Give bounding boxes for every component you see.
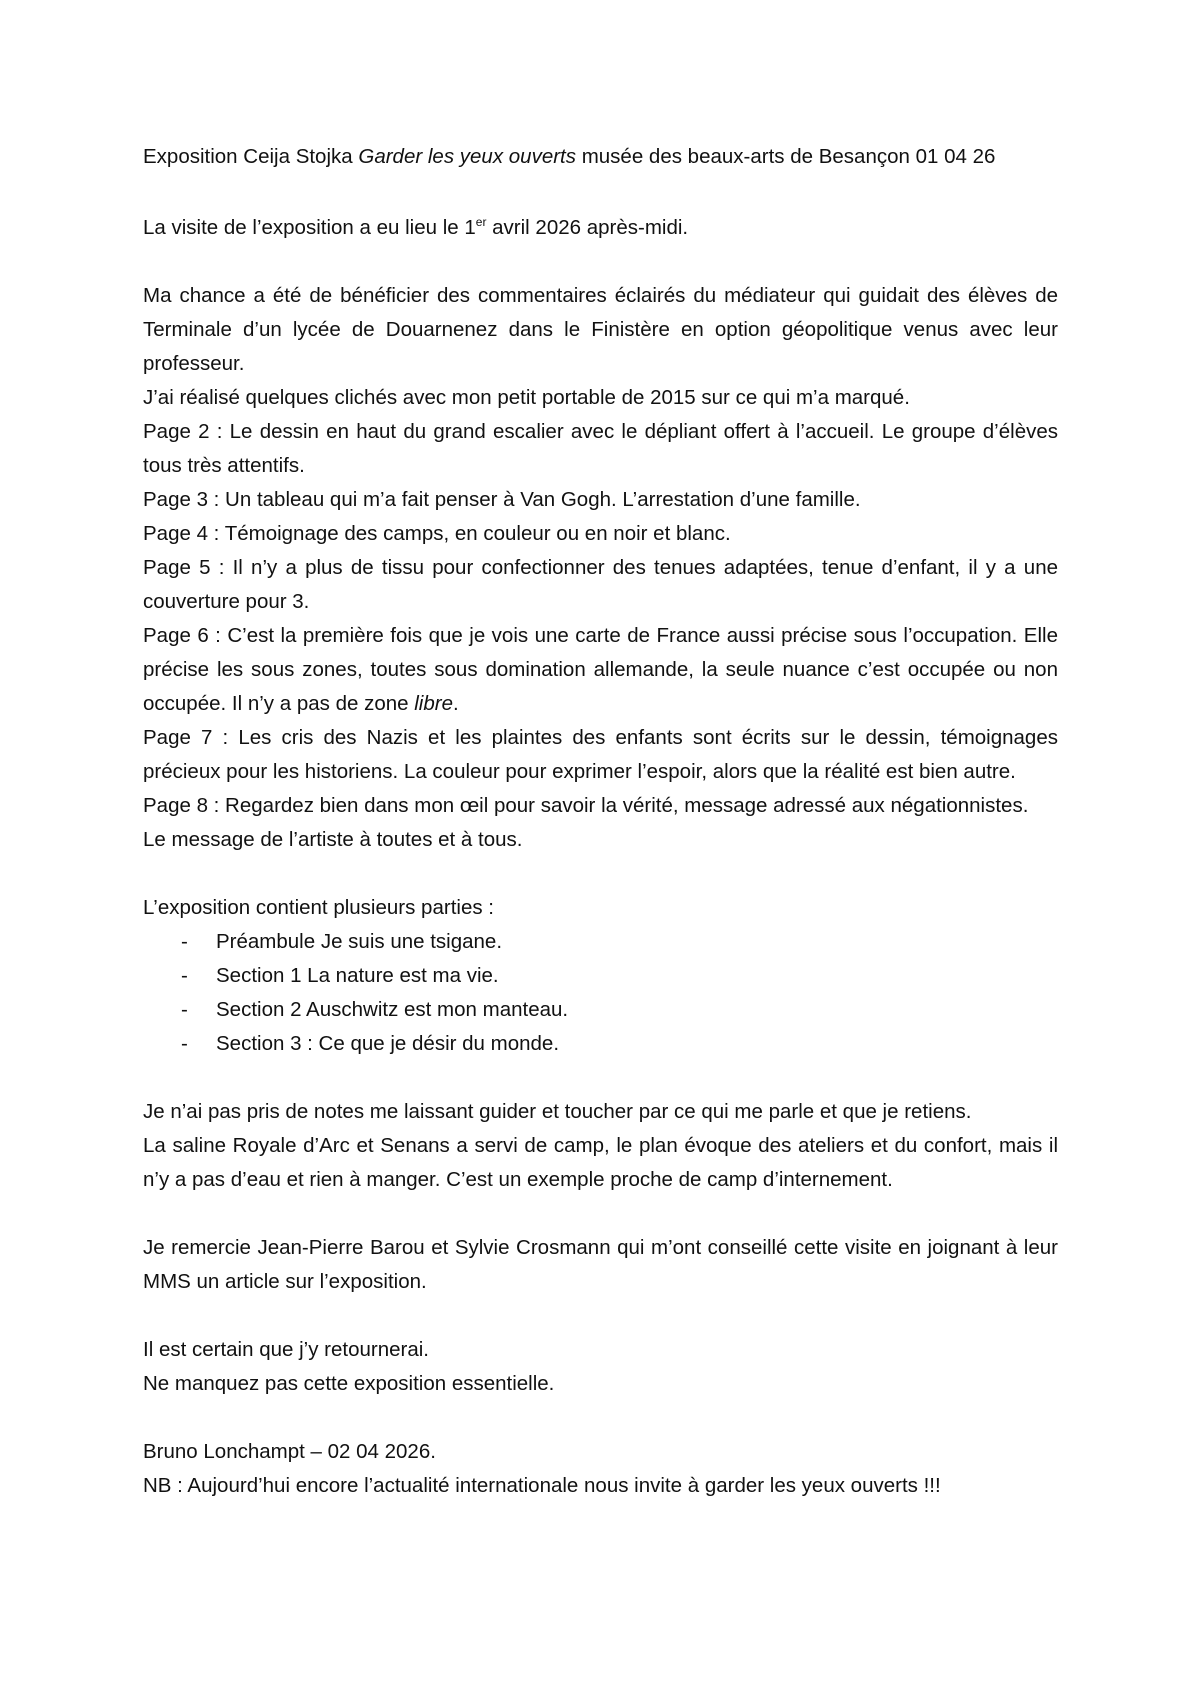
page-note-5: Page 5 : Il n’y a plus de tissu pour confectionner des tenues adaptées, tenue d’enfant, il y a une couverture pour 3. xyxy=(143,556,1058,613)
list-item xyxy=(143,959,1058,993)
nb-line: NB : Aujourd’hui encore l’actualité internationale nous invite à garder les yeux ouverts !!! xyxy=(143,1474,941,1497)
list-dash: - xyxy=(181,998,188,1021)
title-suffix: musée des beaux-arts de Besançon 01 04 26 xyxy=(576,145,996,168)
spacer xyxy=(143,1061,1058,1095)
page-note-2: Page 2 : Le dessin en haut du grand escalier avec le dépliant offert à l’accueil. Le groupe d’élèves tous très attentifs. xyxy=(143,420,1058,477)
list-dash: - xyxy=(181,964,188,987)
list-item xyxy=(143,993,1058,1027)
document-title xyxy=(143,140,1103,174)
page-note-7: Page 7 : Les cris des Nazis et les plaintes des enfants sont écrits sur le dessin, témoignages précieux pour les historiens. La couleur pour exprimer l’espoir, alors que la réalité est bien autre. xyxy=(143,726,1058,783)
spacer xyxy=(143,1197,1058,1231)
parts-list xyxy=(143,925,1058,1061)
page-note-8: Page 8 : Regardez bien dans mon œil pour savoir la vérité, message adressé aux négationnistes. xyxy=(143,794,1029,817)
list-item xyxy=(143,1027,1058,1061)
closing-line-2: Ne manquez pas cette exposition essentielle. xyxy=(143,1372,555,1395)
intro-text: La visite de l’exposition a eu lieu le 1 xyxy=(143,216,476,239)
paragraph-photos: J’ai réalisé quelques clichés avec mon petit portable de 2015 sur ce qui m’a marqué. xyxy=(143,386,910,409)
list-item-text: Section 1 La nature est ma vie. xyxy=(216,964,499,987)
parts-heading: L’exposition contient plusieurs parties : xyxy=(143,896,494,919)
thanks-paragraph: Je remercie Jean-Pierre Barou et Sylvie Crosmann qui m’ont conseillé cette visite en joignant à leur MMS un article sur l’exposition. xyxy=(143,1236,1058,1293)
page-note-4: Page 4 : Témoignage des camps, en couleur ou en noir et blanc. xyxy=(143,522,731,545)
intro-text-end: avril 2026 après-midi. xyxy=(486,216,689,239)
page-note-8-continued: Le message de l’artiste à toutes et à tous. xyxy=(143,828,523,851)
spacer xyxy=(143,1401,1058,1435)
list-item-text: Préambule Je suis une tsigane. xyxy=(216,930,503,953)
closing-line-1: Il est certain que j’y retournerai. xyxy=(143,1338,429,1361)
spacer xyxy=(143,857,1058,891)
page-note-6-end: . xyxy=(453,692,459,715)
page-note-6-italic: libre xyxy=(414,692,453,715)
title-prefix: Exposition Ceija Stojka xyxy=(143,145,359,168)
notes-line-1: Je n’ai pas pris de notes me laissant guider et toucher par ce qui me parle et que je retiens. xyxy=(143,1100,972,1123)
list-item xyxy=(143,925,1058,959)
intro-paragraph xyxy=(143,211,1058,245)
page-note-3: Page 3 : Un tableau qui m’a fait penser à Van Gogh. L’arrestation d’une famille. xyxy=(143,488,861,511)
list-dash: - xyxy=(181,1032,188,1055)
title-italic: Garder les yeux ouverts xyxy=(358,145,576,168)
signature-line: Bruno Lonchampt – 02 04 2026. xyxy=(143,1440,436,1463)
list-item-text: Section 2 Auschwitz est mon manteau. xyxy=(216,998,569,1021)
list-item-text: Section 3 : Ce que je désir du monde. xyxy=(216,1032,560,1055)
intro-superscript: er xyxy=(475,215,487,230)
paragraph-mediator: Ma chance a été de bénéficier des commentaires éclairés du médiateur qui guidait des élèves de Terminale d’un lycée de Douarnenez dans le Finistère en option géopolitique venus avec leur professeur. xyxy=(143,284,1058,375)
document-body xyxy=(143,211,1058,1503)
page-note-6-text: Page 6 : C’est la première fois que je vois une carte de France aussi précise sous l’occupation. Elle précise les sous zones, toutes sous domination allemande, la seule nuance c’est occupée ou non occupée. Il n’y a pas de zone xyxy=(143,624,1058,715)
notes-line-2: La saline Royale d’Arc et Senans a servi de camp, le plan évoque des ateliers et du confort, mais il n’y a pas d’eau et rien à manger. C’est un exemple proche de camp d’internement. xyxy=(143,1134,1058,1191)
page-note-6 xyxy=(143,619,1058,721)
spacer xyxy=(143,1299,1058,1333)
list-dash: - xyxy=(181,930,188,953)
spacer xyxy=(143,245,1058,279)
